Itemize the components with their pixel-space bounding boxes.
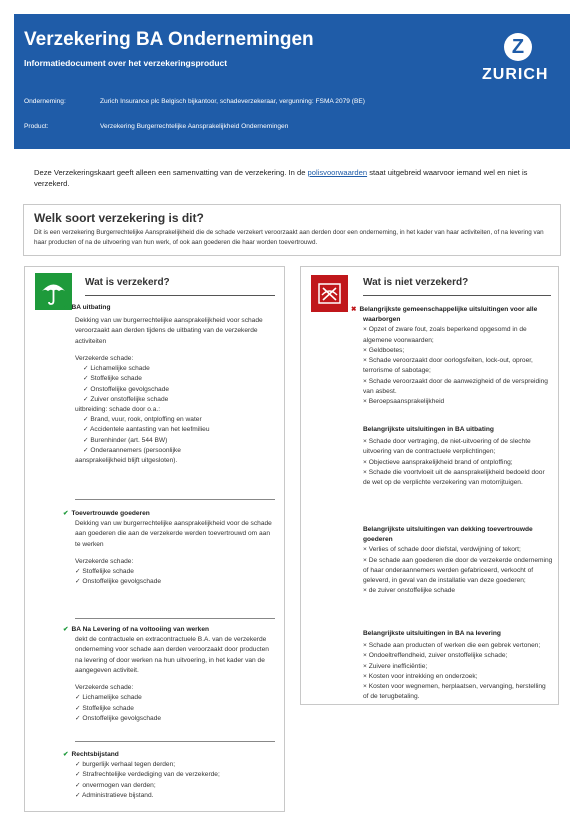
toevertrouwde-sub: Verzekerde schade: <box>75 557 134 565</box>
insurance-type-title: Welk soort verzekering is dit? <box>34 211 204 225</box>
tick-icon: ✓ <box>83 426 90 434</box>
list-item <box>75 693 275 703</box>
list-item-text: Geldboetes; <box>368 346 405 354</box>
na-levering-exclusions-heading: Belangrijkste uitsluitingen in BA na levering <box>363 630 501 637</box>
x-icon: × <box>363 652 369 660</box>
list-item <box>83 385 275 395</box>
list-item-text: Zuivere inefficiëntie; <box>368 662 428 670</box>
na-levering-text: dekt de contractuele en extracontractuele B.A. van de verzekerde onderneming voor schade aan derden veroorzaakt door producten na levering of door werken na hun uitvoering, in het kader van de aangegeven activiteit. <box>75 636 269 674</box>
x-icon: × <box>363 672 369 680</box>
section-toevertrouwd-exclusions <box>363 525 553 597</box>
list-item <box>75 567 275 577</box>
x-icon: × <box>363 458 369 466</box>
na-levering-heading: BA Na Levering of na voltooiing van werken <box>71 626 210 633</box>
section-na-levering-exclusions <box>363 629 553 703</box>
x-icon: × <box>363 326 369 334</box>
check-icon: ✔ <box>63 304 69 311</box>
insurance-type-box <box>23 204 561 256</box>
list-item-text: Onstoffelijke gevolgschade <box>90 385 170 393</box>
list-item <box>363 377 553 397</box>
list-item-text: Burenhinder (art. 544 BW) <box>90 436 168 444</box>
uitbating-exclusions-list <box>363 437 553 488</box>
list-item-text: Kosten voor wegnemen, herplaatsen, vervanging, herstelling of de terugbetaling. <box>363 683 546 701</box>
covered-box <box>24 266 285 812</box>
divider <box>75 499 275 500</box>
list-item-text: Lichamelijke schade <box>82 694 142 702</box>
tick-icon: ✓ <box>83 365 91 373</box>
x-icon: × <box>363 438 369 446</box>
x-icon: × <box>363 683 369 691</box>
cross-icon: ✖ <box>351 306 357 313</box>
tick-icon: ✓ <box>83 436 91 444</box>
list-item-text: Stoffelijke schade <box>90 375 142 383</box>
tick-icon: ✓ <box>75 694 83 702</box>
list-item <box>363 651 553 661</box>
list-item-text: Strafrechtelijke verdediging van de verzekerde; <box>82 771 220 779</box>
list-item <box>75 781 275 791</box>
list-item-text: Brand, vuur, rook, ontploffing en water <box>90 416 202 424</box>
toevertrouwde-heading: Toevertrouwde goederen <box>71 510 150 517</box>
x-icon: × <box>363 662 369 670</box>
section-heading <box>63 625 275 635</box>
x-icon: × <box>363 397 369 405</box>
list-item <box>75 714 275 724</box>
list-item <box>363 682 553 702</box>
tick-icon: ✓ <box>75 781 83 789</box>
document-title: Verzekering BA Ondernemingen <box>24 29 314 50</box>
tick-icon: ✓ <box>75 761 83 769</box>
list-item <box>363 586 553 596</box>
list-item <box>75 791 275 801</box>
rechtsbijstand-heading: Rechtsbijstand <box>71 751 119 758</box>
list-item <box>75 704 275 714</box>
tick-icon: ✓ <box>75 704 83 712</box>
list-item-text: Onstoffelijke gevolgschade <box>82 578 162 586</box>
insurance-type-text: Dit is een verzekering Burgerrechtelijke Aansprakelijkheid die de schade verzekert veroorzaakt aan derden door een onderneming, in het kader van haar activiteiten, of na levering van haar producten of na de uitvoering van hun werk, of ook aan goederen die haar worden toevertrouwd. <box>34 229 544 246</box>
list-item-text: Verlies of schade door diefstal, verdwijning of tekort; <box>368 546 521 554</box>
tick-icon: ✓ <box>83 395 91 403</box>
ba-uitbating-heading: BA uitbating <box>71 304 111 311</box>
list-item-text: onvermogen van derden; <box>82 781 156 789</box>
list-item-text: De schade aan goederen die door de verzekerde onderneming of haar onderaannemers werden gefabriceerd, verkocht of geleverd, in geval van de installatie van deze goederen; <box>363 556 553 585</box>
list-item-text: Kosten voor intrekking en onderzoek; <box>368 672 478 680</box>
divider <box>75 618 275 619</box>
x-icon: × <box>363 377 369 385</box>
tick-icon: ✓ <box>75 568 83 576</box>
x-icon: × <box>363 346 369 354</box>
tick-icon: ✓ <box>75 791 82 799</box>
ba-uitbating-ext-list <box>75 415 275 456</box>
section-heading <box>63 750 275 760</box>
list-item <box>75 577 275 587</box>
toevertrouwde-text: Dekking van uw burgerrechtelijke aansprakelijkheid voor de schade aan goederen die aan de verzekerde werden toevertrouwd om aan te werken <box>75 520 272 548</box>
list-item-text: Schade door vertraging, de niet-uitvoering of de slechte uitvoering van de contractuele verplichtingen; <box>363 438 531 456</box>
common-exclusions-list <box>363 325 553 407</box>
check-icon: ✔ <box>63 626 69 633</box>
list-item <box>363 468 553 488</box>
list-item <box>83 364 275 374</box>
list-item-text: Beroepsaansprakelijkheid <box>368 397 445 405</box>
list-item <box>363 437 553 457</box>
header-banner <box>14 14 570 149</box>
uitbating-exclusions-heading: Belangrijkste uitsluitingen in BA uitbating <box>363 426 494 433</box>
x-icon: × <box>363 468 369 476</box>
list-item <box>83 446 275 456</box>
covered-title-underline <box>85 295 275 296</box>
list-item-text: Onderaannemers (persoonlijke <box>90 446 181 454</box>
list-item <box>363 325 553 345</box>
not-covered-title-underline <box>363 295 551 296</box>
list-item-text: Schade aan producten of werken die een gebrek vertonen; <box>368 642 541 650</box>
divider <box>75 741 275 742</box>
not-covered-title: Wat is niet verzekerd? <box>363 277 469 288</box>
section-uitbating-exclusions <box>363 425 553 488</box>
document-subtitle: Informatiedocument over het verzekeringsproduct <box>24 58 228 68</box>
not-covered-box <box>300 266 559 705</box>
list-item <box>83 415 275 425</box>
list-item <box>363 641 553 651</box>
product-value: Verzekering Burgerrechtelijke Aansprakelijkheid Ondernemingen <box>100 123 289 130</box>
x-icon: × <box>363 357 369 365</box>
umbrella-cross-icon <box>311 275 348 312</box>
list-item-text: de zuiver onstoffelijke schade <box>368 587 456 595</box>
list-item-text: Opzet of zware fout, zoals beperkend opgesomd in de algemene voorwaarden; <box>363 326 527 344</box>
list-item-text: Stoffelijke schade <box>82 568 134 576</box>
list-item <box>363 346 553 356</box>
check-icon: ✔ <box>63 751 69 758</box>
list-item <box>83 425 275 435</box>
list-item <box>75 770 275 780</box>
ba-uitbating-ext-last: aansprakelijkheid blijft uitgesloten). <box>75 457 178 465</box>
common-exclusions-heading: Belangrijkste gemeenschappelijke uitsluitingen voor alle waarborgen <box>359 306 538 324</box>
intro-after: staat uitgebreid waarvoor iemand wel en niet is verzekerd. <box>34 168 528 189</box>
x-icon: × <box>363 642 369 650</box>
list-item-text: Objectieve aansprakelijkheid brand of ontploffing; <box>368 458 513 466</box>
section-toevertrouwde-goederen <box>63 509 275 588</box>
tick-icon: ✓ <box>75 771 83 779</box>
list-item-text: burgerlijk verhaal tegen derden; <box>82 761 176 769</box>
list-item <box>83 374 275 384</box>
section-ba-na-levering <box>63 625 275 724</box>
list-item-text: Schade veroorzaakt door de aanwezigheid of de verspreiding van asbest. <box>363 377 548 395</box>
ba-uitbating-extension: uitbreiding: schade door o.a.: <box>75 405 161 413</box>
section-heading <box>351 305 553 325</box>
tick-icon: ✓ <box>83 446 91 454</box>
x-icon: × <box>363 587 369 595</box>
toevertrouwd-exclusions-list <box>363 545 553 596</box>
section-ba-uitbating <box>63 303 275 466</box>
list-item-text: Schade veroorzaakt door oorlogsfeiten, lock-out, oproer, terrorisme of sabotage; <box>363 357 533 375</box>
zurich-logo-text: ZURICH <box>482 66 549 83</box>
zurich-logo-icon: Z <box>504 33 532 61</box>
list-item-text: Accidentele aantasting van het leefmilieu <box>90 426 210 434</box>
list-item-text: Lichamelijke schade <box>90 365 150 373</box>
intro-before: Deze Verzekeringskaart geeft alleen een samenvatting van de verzekering. In de <box>34 168 308 177</box>
section-rechtsbijstand <box>63 750 275 801</box>
list-item <box>363 458 553 468</box>
ba-uitbating-text: Dekking van uw burgerrechtelijke aansprakelijkheid voor schade veroorzaakt aan derden tijdens de uitbating van de verzekerde activiteiten <box>75 317 263 345</box>
list-item <box>363 556 553 587</box>
ba-uitbating-list <box>75 364 275 405</box>
list-item-text: Zuiver onstoffelijke schade <box>90 395 169 403</box>
list-item-text: Ondoeltreffendheid, zuiver onstoffelijke schade; <box>368 652 508 660</box>
list-item <box>83 436 275 446</box>
list-item <box>363 397 553 407</box>
list-item-text: Stoffelijke schade <box>82 704 134 712</box>
rechtsbijstand-list <box>75 760 275 801</box>
intro-text <box>34 167 554 190</box>
tick-icon: ✓ <box>75 578 83 586</box>
company-label: Onderneming: <box>24 98 66 105</box>
tick-icon: ✓ <box>75 714 83 722</box>
list-item-text: Administratieve bijstand. <box>82 791 154 799</box>
ba-uitbating-sub: Verzekerde schade: <box>75 354 134 362</box>
toevertrouwde-list <box>75 567 275 587</box>
covered-title: Wat is verzekerd? <box>85 277 170 288</box>
list-item <box>363 662 553 672</box>
na-levering-exclusions-list <box>363 641 553 702</box>
x-icon: × <box>363 546 369 554</box>
list-item-text: Onstoffelijke gevolgschade <box>82 714 162 722</box>
company-value: Zurich Insurance plc Belgisch bijkantoor, schadeverzekeraar, vergunning: FSMA 2079 (BE) <box>100 98 365 105</box>
tick-icon: ✓ <box>83 416 91 424</box>
tick-icon: ✓ <box>83 375 91 383</box>
product-label: Product: <box>24 123 49 130</box>
section-common-exclusions <box>351 305 553 407</box>
na-levering-sub: Verzekerde schade: <box>75 684 134 692</box>
list-item <box>363 545 553 555</box>
check-icon: ✔ <box>63 510 69 517</box>
section-heading <box>63 303 275 313</box>
section-heading <box>63 509 275 519</box>
x-icon: × <box>363 556 369 564</box>
list-item <box>75 760 275 770</box>
policy-conditions-link[interactable]: polisvoorwaarden <box>307 168 368 177</box>
list-item <box>363 356 553 376</box>
tick-icon: ✓ <box>83 385 91 393</box>
toevertrouwd-exclusions-heading: Belangrijkste uitsluitingen van dekking toevertrouwde goederen <box>363 526 533 544</box>
list-item <box>363 672 553 682</box>
list-item-text: Schade die voortvloeit uit de aansprakelijkheid bedoeld door de wet op de verplichte verzekering van motorrijtuigen. <box>363 468 545 487</box>
list-item <box>83 395 275 405</box>
na-levering-list <box>75 693 275 724</box>
